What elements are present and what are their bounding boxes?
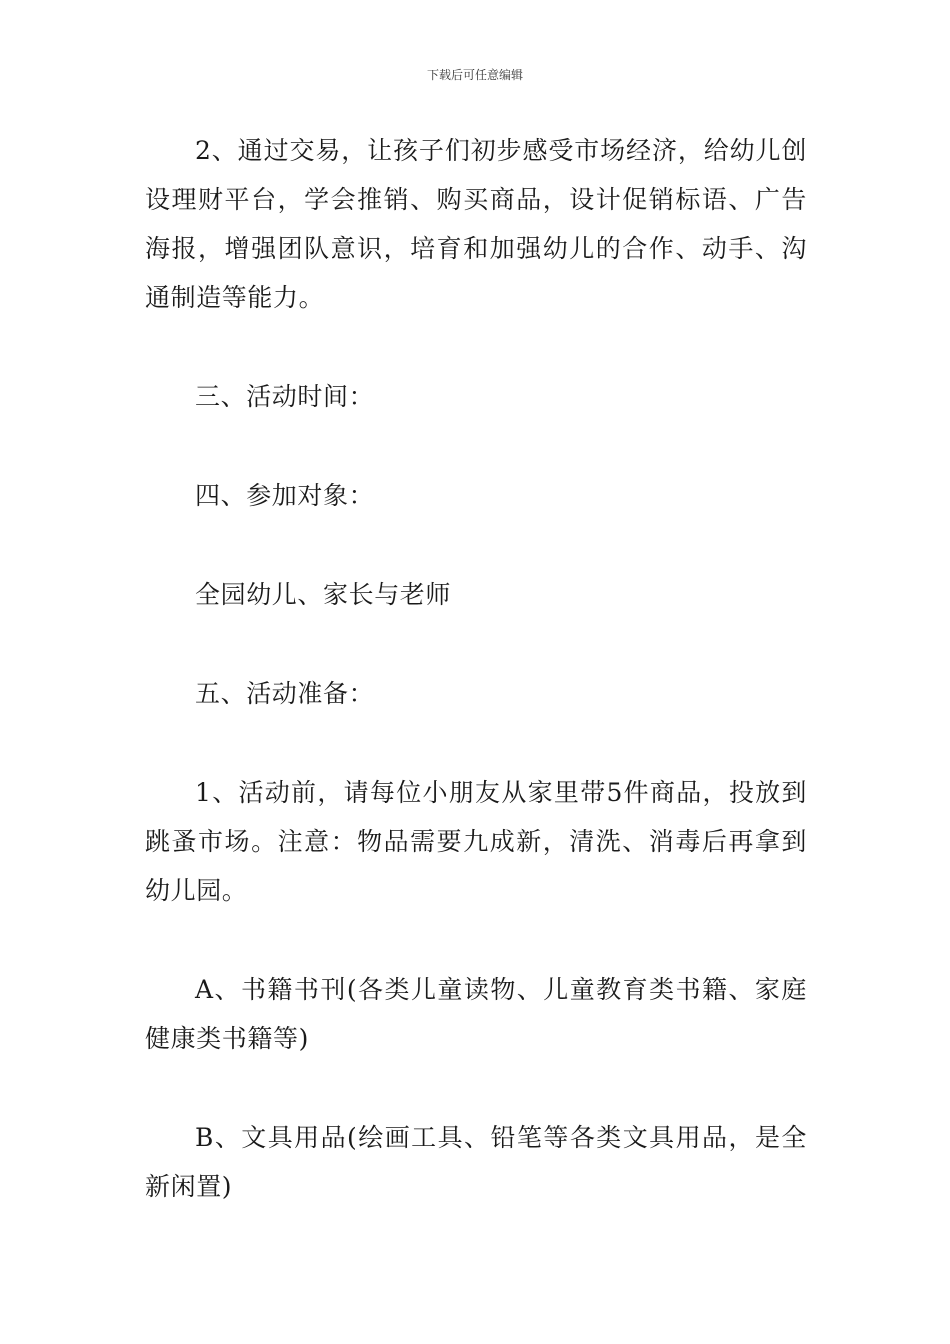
document-body bbox=[145, 126, 807, 1211]
heading-participants: 四、参加对象： bbox=[195, 481, 375, 510]
paragraph-goal-2: 2、通过交易，让孩子们初步感受市场经济，给幼儿创设理财平台，学会推销、购买商品，设计促销标语、广告海报，增强团队意识，培育和加强幼儿的合作、动手、沟通制造等能力。 bbox=[145, 136, 807, 312]
paragraph-participants: 全园幼儿、家长与老师 bbox=[195, 580, 452, 609]
page-header: 下载后可任意编辑 bbox=[426, 68, 523, 82]
paragraph-preparation-1: 1、活动前，请每位小朋友从家里带5件商品，投放到跳蚤市场。注意：物品需要九成新，清洗、消毒后再拿到幼儿园。 bbox=[145, 778, 807, 905]
paragraph-item-a-books: A、书籍书刊(各类儿童读物、儿童教育类书籍、家庭健康类书籍等) bbox=[145, 975, 807, 1053]
heading-activity-time: 三、活动时间： bbox=[195, 382, 375, 411]
paragraph-item-b-stationery: B、文具用品(绘画工具、铅笔等各类文具用品，是全新闲置) bbox=[145, 1123, 807, 1201]
heading-preparation: 五、活动准备： bbox=[195, 679, 375, 708]
